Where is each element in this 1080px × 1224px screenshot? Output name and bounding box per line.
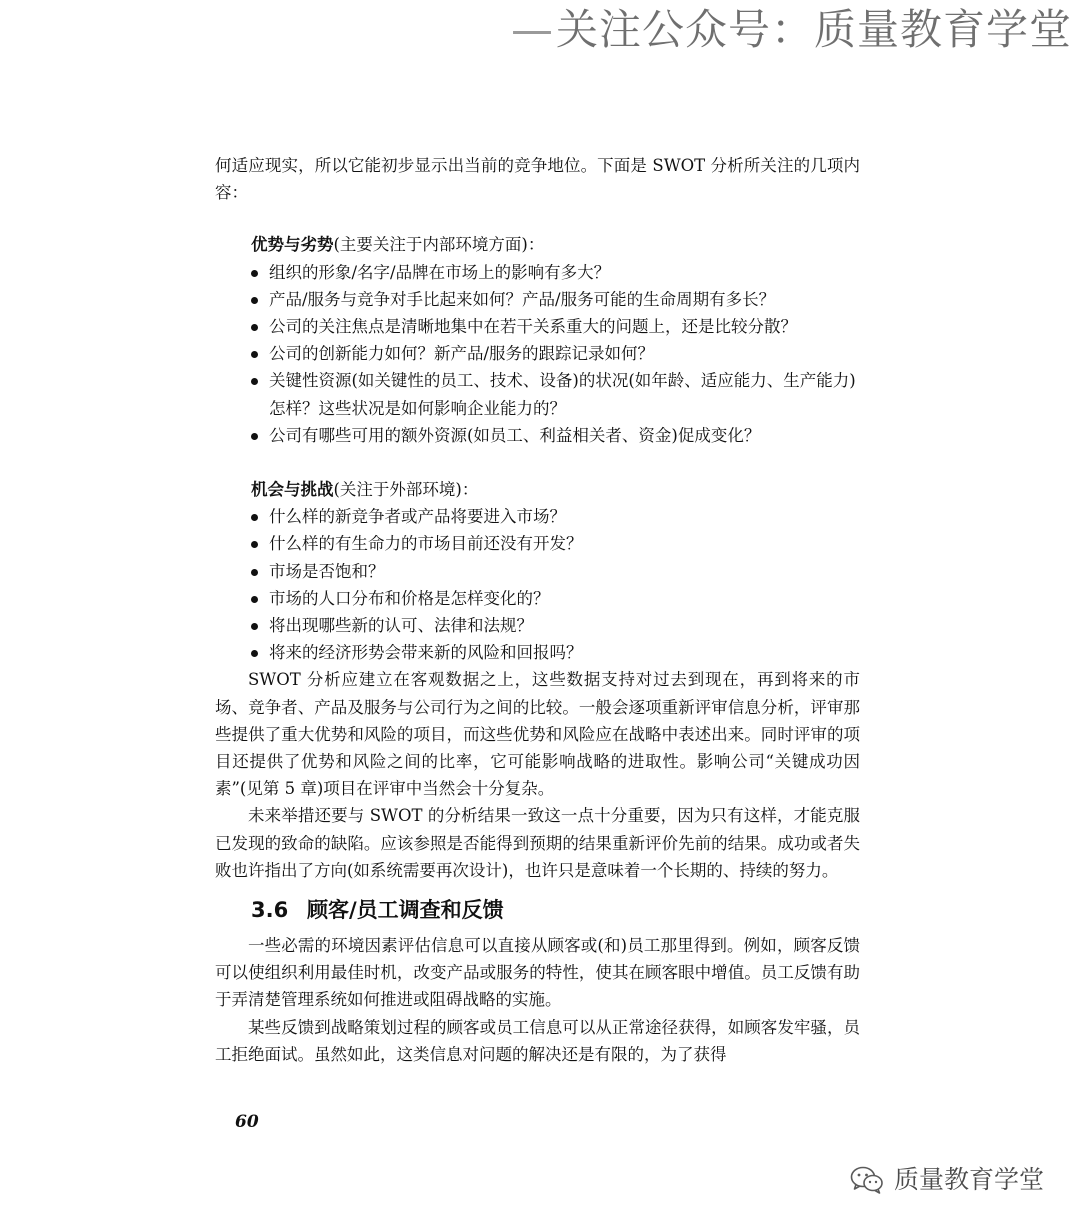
list-item-text: 产品/服务与竞争对手比起来如何？产品/服务可能的生命周期有多长？ — [269, 289, 776, 309]
watermark-bottom-text: 质量教育学堂 — [893, 1165, 1044, 1194]
section-number: 3.6 — [251, 898, 289, 923]
bullet-icon — [251, 297, 258, 304]
bullet-icon — [251, 541, 258, 548]
bullet-icon — [251, 378, 258, 385]
bullet-icon — [251, 270, 258, 277]
list-item-text: 什么样的有生命力的市场目前还没有开发？ — [269, 534, 583, 554]
wechat-icon — [850, 1165, 884, 1195]
strengths-weaknesses-heading — [215, 231, 860, 258]
list-item-text: 市场是否饱和？ — [269, 561, 385, 581]
bullet-icon — [251, 433, 258, 440]
page-number: 60 — [235, 1112, 259, 1132]
section-title: 顾客/员工调查和反馈 — [307, 898, 504, 923]
strengths-weaknesses-title: 优势与劣势 — [251, 235, 334, 255]
bullet-icon — [251, 351, 258, 358]
bullet-icon — [251, 569, 258, 576]
list-item — [251, 639, 860, 666]
list-item-text: 市场的人口分布和价格是怎样变化的？ — [269, 588, 550, 608]
feedback-paragraph: 一些必需的环境因素评估信息可以直接从顾客或(和)员工那里得到。例如，顾客反馈可以使组织利用最佳时机，改变产品或服务的特性，使其在顾客眼中增值。员工反馈有助于弄清楚管理系统如何推进或阻碍战略的实施。 — [215, 936, 860, 1010]
list-item-text: 公司的创新能力如何？新产品/服务的跟踪记录如何？ — [269, 344, 655, 364]
list-item-text: 公司有哪些可用的额外资源(如员工、利益相关者、资金)促成变化？ — [269, 425, 761, 445]
list-item — [251, 340, 860, 367]
bullet-icon — [251, 650, 258, 657]
section-heading — [215, 896, 860, 924]
strengths-weaknesses-note: (主要关注于内部环境方面)： — [333, 235, 545, 255]
swot-paragraph: SWOT 分析应建立在客观数据之上，这些数据支持对过去到现在，再到将来的市场、竞争者、产品及服务与公司行为之间的比较。一般会逐项重新评审信息分析，评审那些提供了重大优势和风险的项目，而这些优势和风险应在战略中表述出来。同时评审的项目还提供了优势和风险之间的比率，它可能影响战略的进取性。影响公司“关键成功因素”(见第 5 章)项目在评审中当然会十分复杂。 — [215, 670, 860, 799]
spacer — [215, 449, 860, 476]
bullet-icon — [251, 623, 258, 630]
intro-paragraph: 何适应现实，所以它能初步显示出当前的竞争地位。下面是 SWOT 分析所关注的几项内容： — [215, 156, 860, 203]
opportunities-threats-list — [215, 503, 860, 666]
list-item — [251, 313, 860, 340]
list-item-text: 将来的经济形势会带来新的风险和回报吗？ — [269, 643, 583, 663]
spacer — [215, 206, 860, 231]
list-item — [251, 503, 860, 530]
list-item-text: 关键性资源(如关键性的员工、技术、设备)的状况(如年龄、适应能力、生产能力)怎样？这些状况是如何影响企业能力的？ — [269, 371, 856, 418]
page-body — [215, 152, 860, 1068]
watermark-top-text: 关注公众号：质量教育学堂 — [555, 5, 1072, 54]
list-item-text: 组织的形象/名字/品牌在市场上的影响有多大？ — [269, 262, 611, 282]
list-item — [251, 558, 860, 585]
feedback-sources-paragraph: 某些反馈到战略策划过程的顾客或员工信息可以从正常途径获得，如顾客发牢骚，员工拒绝面试。虽然如此，这类信息对问题的解决还是有限的，为了获得 — [215, 1017, 860, 1064]
list-item — [251, 530, 860, 557]
bullet-icon — [251, 514, 258, 521]
list-item — [251, 585, 860, 612]
future-actions-paragraph: 未来举措还要与 SWOT 的分析结果一致这一点十分重要，因为只有这样，才能克服已发现的致命的缺陷。应该参照是否能得到预期的结果重新评价先前的结果。成功或者失败也许指出了方向(如系统需要再次设计)，也许只是意味着一个长期的、持续的努力。 — [215, 806, 860, 880]
bottom-watermark — [850, 1164, 1044, 1196]
watermark-dash: — — [510, 5, 554, 54]
opportunities-threats-note: (关注于外部环境)： — [333, 480, 479, 500]
top-watermark — [511, 4, 1072, 56]
list-item-text: 公司的关注焦点是清晰地集中在若干关系重大的问题上，还是比较分散？ — [269, 317, 797, 337]
strengths-weaknesses-list — [215, 259, 860, 449]
list-item — [251, 612, 860, 639]
bullet-icon — [251, 324, 258, 331]
opportunities-threats-title: 机会与挑战 — [251, 480, 334, 500]
list-item-text: 什么样的新竞争者或产品将要进入市场？ — [269, 507, 566, 527]
list-item — [251, 286, 860, 313]
list-item — [251, 367, 860, 421]
opportunities-threats-heading — [215, 476, 860, 503]
list-item — [251, 259, 860, 286]
bullet-icon — [251, 596, 258, 603]
list-item-text: 将出现哪些新的认可、法律和法规？ — [269, 616, 533, 636]
list-item — [251, 422, 860, 449]
